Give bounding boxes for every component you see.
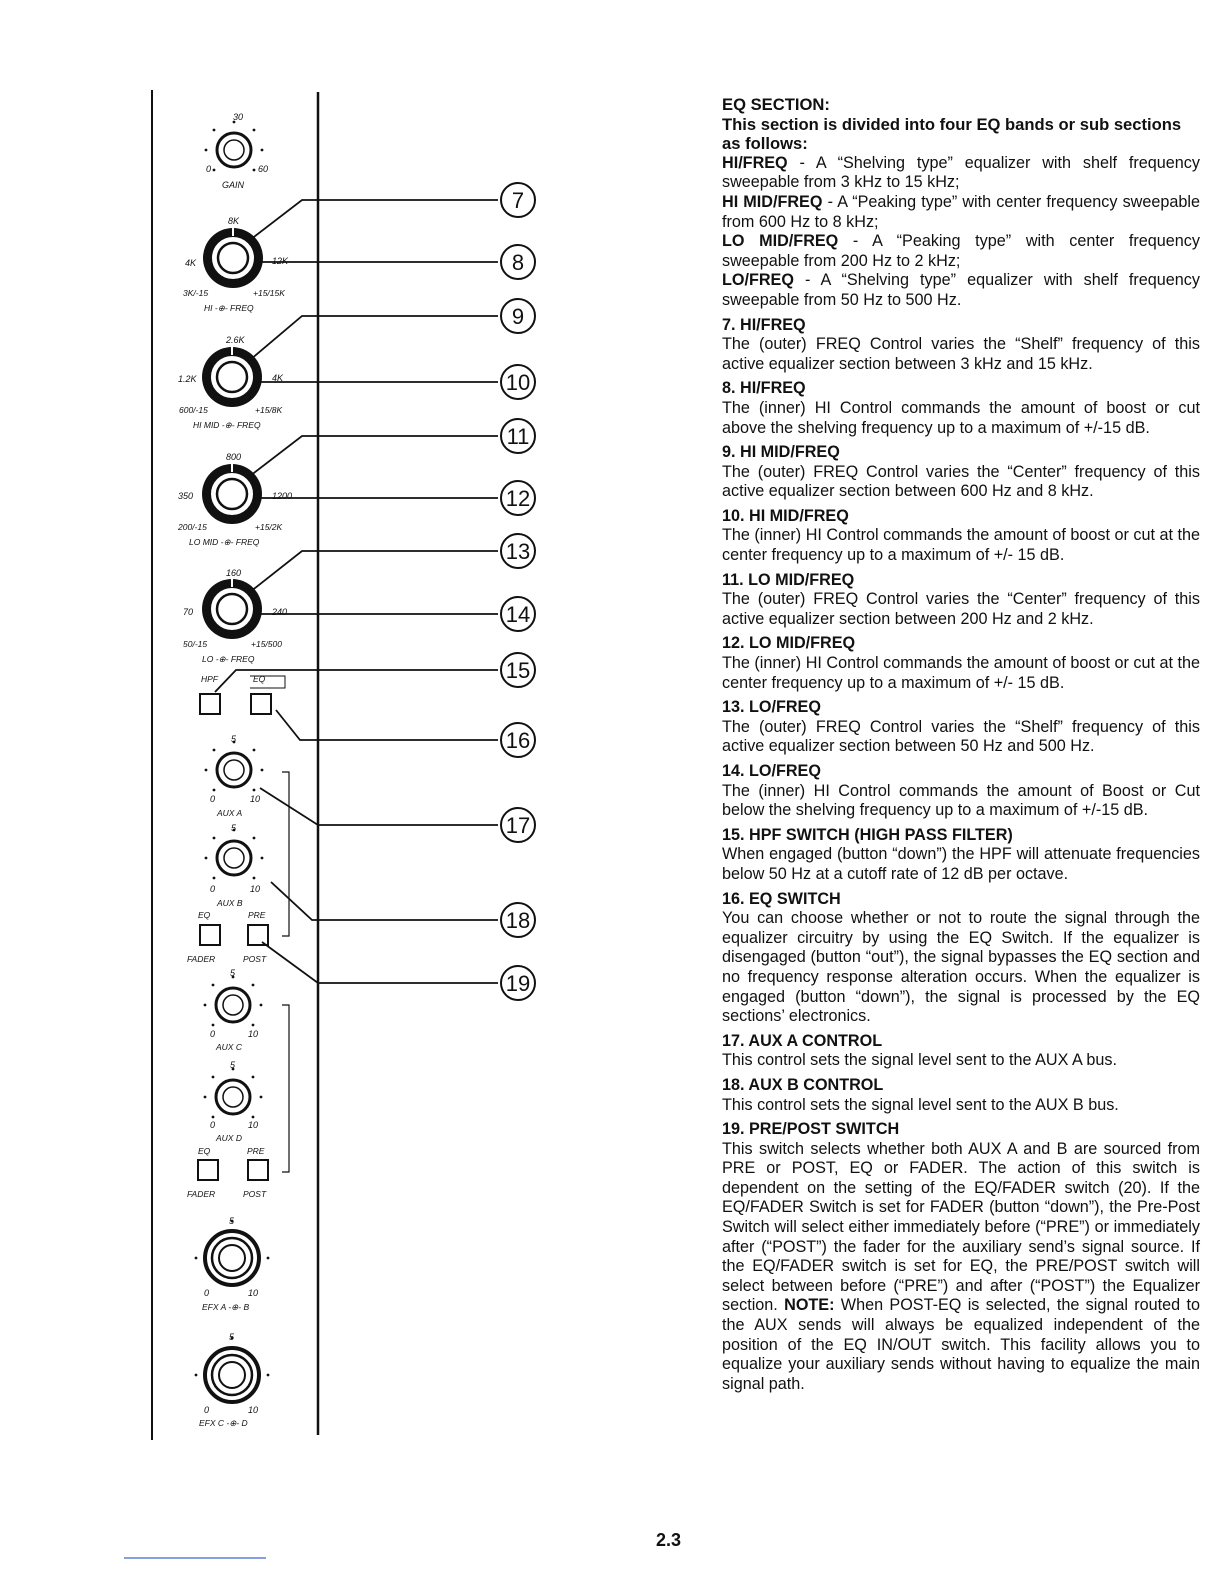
entry-15 [722,826,1200,885]
entry-heading: 9. HI MID/FREQ [722,443,840,462]
himid-top-label: 2.6K [226,335,245,345]
himid-left-label: 1.2K [178,374,197,384]
band-name: LO/FREQ [722,271,794,290]
lo-top-label: 160 [226,568,242,578]
entry-17 [722,1032,1200,1071]
hpf-label: HPF [201,674,218,684]
lo-bl-label: 50/-15 [183,639,208,649]
entry-heading: 15. HPF SWITCH (HIGH PASS FILTER) [722,825,1013,844]
entry-body: The (outer) FREQ Control varies the “Center” frequency of this active equalizer section between 200 Hz and 2 kHz. [722,590,1200,628]
efxcd-bl-label: 0 [204,1405,210,1415]
hi-right-label: 12K [272,256,289,266]
entry-body: This control sets the signal level sent to the AUX A bus. [722,1051,1118,1070]
hi-freq-label: HI -⊕- FREQ [204,303,254,313]
auxd-bl-label: 0 [210,1120,216,1130]
sw1-pre-label: PRE [248,910,266,920]
aux-ab-bracket [282,772,289,936]
band-text: - A “Peaking type” with center frequency sweepable from 600 Hz to 8 kHz; [722,192,1200,231]
svg-text:9: 9 [511,304,525,329]
aux-a-knob[interactable] [205,741,264,792]
auxb-top-label: 5 [231,823,237,833]
auxc-br-label: 10 [248,1029,259,1039]
efxcd-label: EFX C -⊕- D [199,1418,248,1428]
entry-body: You can choose whether or not to route the signal through the equalizer circuitry by using the EQ Switch. If the equalizer is disengaged (button “out”), the signal bypasses the EQ section and no frequency response alteration occurs. When the equalizer is engaged (button “down”), the signal is processed by the EQ sections’ electronics. [722,909,1200,1026]
auxa-label: AUX A [217,808,243,818]
sw2-post-label: POST [243,1189,267,1199]
callout-14 [501,597,535,631]
eq-fader-switch-1[interactable] [200,925,220,945]
himid-br-label: +15/8K [255,405,283,415]
svg-text:16: 16 [505,728,531,753]
efxab-label: EFX A -⊕- B [202,1302,250,1312]
hpf-switch[interactable] [200,694,220,714]
efxcd-top-label: 5 [229,1332,235,1342]
callout-7 [501,183,535,217]
auxa-top-label: 5 [231,734,237,744]
band-name: HI/FREQ [722,153,788,172]
entry-11 [722,571,1200,630]
entry-19 [722,1120,1200,1394]
svg-text:17: 17 [505,813,531,838]
entry-body: The (outer) FREQ Control varies the “Shelf” frequency of this active equalizer section between 50 Hz and 500 Hz. [722,717,1200,756]
entry19-body-before: This switch selects whether both AUX A and B are sourced from PRE or POST, EQ or FADER. The action of this switch is dependent on the setting of the EQ/FADER switch (20). If the EQ/FADER Switch is set for FADER (button “down”), the Pre-Post Switch will select either immediately before (“PRE”) or immediately after (“POST”) the fader for the auxiliary send’s signal source. If the EQ/FADER switch is set for EQ, the PRE/POST switch will select between before (“PRE”) and after (“POST”) the Equalizer section. [722,1139,1200,1315]
callout-19 [501,966,535,1000]
callout-17 [501,808,535,842]
entry-12 [722,634,1200,693]
sw1-post-label: POST [243,954,267,964]
entry-heading: 12. LO MID/FREQ [722,634,856,653]
hi-mid-freq-knob[interactable] [202,347,262,407]
gain-top-label: 30 [233,112,244,122]
entry-9 [722,443,1200,502]
auxb-label: AUX B [217,898,243,908]
auxa-bl-label: 0 [210,794,216,804]
band-hi-freq [722,154,1200,193]
entry-heading: 17. AUX A CONTROL [722,1031,883,1050]
entry-heading: 11. LO MID/FREQ [722,570,855,589]
gain-left-label: 0 [206,164,212,174]
himid-right-label: 4K [272,373,284,383]
callout-leaders [215,200,498,983]
aux-cd-bracket [282,1005,289,1172]
band-lo-freq [722,271,1200,310]
lomid-freq-label: LO MID -⊕- FREQ [189,537,260,547]
callout-10 [501,365,535,399]
lo-br-label: +15/500 [251,639,282,649]
band-lo-mid-freq [722,232,1200,271]
sw2-eq-label: EQ [198,1146,211,1156]
gain-knob[interactable] [205,121,264,172]
lomid-br-label: +15/2K [255,522,283,532]
entry-heading: 7. HI/FREQ [722,315,806,334]
entry-16 [722,890,1200,1027]
sw1-eq-label: EQ [198,910,211,920]
gain-label: GAIN [222,180,245,190]
svg-text:18: 18 [505,908,531,933]
efxab-top-label: 5 [229,1216,235,1226]
callout-15 [501,653,535,687]
efxab-bl-label: 0 [204,1288,210,1298]
lomid-top-label: 800 [226,452,242,462]
efx-ab-knob[interactable] [195,1220,270,1285]
svg-text:11: 11 [506,424,530,449]
svg-text:7: 7 [511,188,525,213]
svg-text:15: 15 [505,658,531,683]
svg-text:12: 12 [505,486,531,511]
svg-text:19: 19 [505,971,531,996]
entry-body: The (outer) FREQ Control varies the “Center” frequency of this active equalizer section between 600 Hz and 8 kHz. [722,462,1200,501]
auxd-br-label: 10 [248,1120,259,1130]
entry-13 [722,698,1200,757]
himid-bl-label: 600/-15 [179,405,208,415]
eq-section-title: EQ SECTION: [722,95,830,114]
entry-heading: 13. LO/FREQ [722,698,821,717]
callout-13 [501,534,535,568]
hi-br-label: +15/15K [253,288,285,298]
svg-text:8: 8 [511,250,525,275]
aux-c-knob[interactable] [204,976,263,1027]
entry-body: The (inner) HI Control commands the amount of boost or cut at the center frequency up to a maximum of +/- 15 dB. [722,654,1200,692]
aux-d-knob[interactable] [204,1068,263,1119]
band-text: - A “Shelving type” equalizer with shelf frequency sweepable from 50 Hz to 500 Hz. [722,271,1200,309]
entry-heading: 16. EQ SWITCH [722,889,841,908]
entry-body: When engaged (button “down”) the HPF will attenuate frequencies below 50 Hz at a cutoff rate of 12 dB per octave. [722,845,1200,883]
auxc-bl-label: 0 [210,1029,216,1039]
callout-9 [501,299,535,333]
pre-post-switch-2[interactable] [248,1160,268,1180]
eq-section-subtitle: This section is divided into four EQ bands or sub sections as follows: [722,114,1182,154]
hi-left-label: 4K [185,258,197,268]
callout-8 [501,245,535,279]
auxa-br-label: 10 [250,794,261,804]
entry-8 [722,379,1200,438]
hi-top-label: 8K [228,216,240,226]
entry-18 [722,1076,1200,1115]
entry-heading: 19. PRE/POST SWITCH [722,1120,900,1139]
auxb-br-label: 10 [250,884,261,894]
sw2-pre-label: PRE [247,1146,265,1156]
entry-body: The (outer) FREQ Control varies the “Shelf” frequency of this active equalizer section between 3 kHz and 15 kHz. [722,335,1200,373]
sw2-fader-label: FADER [187,1189,216,1199]
callout-12 [501,481,535,515]
auxc-top-label: 5 [230,968,236,978]
entry-body: The (inner) HI Control commands the amount of boost or cut above the shelving frequency up to a maximum of +/-15 dB. [722,398,1200,437]
callout-16 [501,723,535,757]
lo-freq-knob[interactable] [202,579,262,639]
eq-switch[interactable] [251,694,271,714]
description-column [722,95,1200,1394]
gain-right-label: 60 [258,164,269,174]
entry-body: This control sets the signal level sent to the AUX B bus. [722,1095,1119,1114]
lomid-right-label: 1200 [272,491,293,501]
callout-11 [501,419,535,453]
band-text: - A “Peaking type” with center frequency sweepable from 200 Hz to 2 kHz; [722,232,1200,270]
eq-fader-switch-2[interactable] [198,1160,218,1180]
auxd-label: AUX D [216,1133,242,1143]
entry-body: The (inner) HI Control commands the amount of Boost or Cut below the shelving frequency up to a maximum of +/-15 dB. [722,781,1200,820]
auxd-top-label: 5 [230,1060,236,1070]
entry-heading: 10. HI MID/FREQ [722,506,849,525]
entry-body [722,1140,1200,1395]
eq-label: EQ [253,674,266,684]
svg-text:10: 10 [505,370,531,395]
lo-left-label: 70 [183,607,194,617]
entry-14 [722,762,1200,821]
entry-7 [722,316,1200,375]
lo-freq-label: LO -⊕- FREQ [202,654,255,664]
efxcd-br-label: 10 [248,1405,259,1415]
band-hi-mid-freq [722,193,1200,232]
hi-bl-label: 3K/-15 [183,288,209,298]
band-name: LO MID/FREQ [722,232,839,251]
page-number: 2.3 [656,1530,682,1550]
callout-18 [501,903,535,937]
lomid-bl-label: 200/-15 [178,522,207,532]
efxab-br-label: 10 [248,1288,259,1298]
entry19-body-after: When POST-EQ is selected, the signal routed to the AUX sends will always be equalized independent of the position of the EQ IN/OUT switch. This facility allows you to equalize your auxiliary sends without having to equalize the main signal path. [722,1296,1200,1393]
band-text: - A “Shelving type” equalizer with shelf frequency sweepable from 3 kHz to 15 kHz; [722,153,1200,192]
efx-cd-knob[interactable] [195,1337,270,1402]
lo-right-label: 240 [272,607,288,617]
pre-post-switch-1[interactable] [248,925,268,945]
himid-freq-label: HI MID -⊕- FREQ [193,420,261,430]
entry-body: The (inner) HI Control commands the amount of boost or cut at the center frequency up to a maximum of +/- 15 dB. [722,526,1200,565]
entry-10 [722,507,1200,566]
sw1-fader-label: FADER [187,954,216,964]
svg-text:13: 13 [505,539,531,564]
aux-b-knob[interactable] [205,829,264,880]
auxb-bl-label: 0 [210,884,216,894]
auxc-label: AUX C [216,1042,242,1052]
entry-heading: 18. AUX B CONTROL [722,1075,884,1094]
entry-heading: 14. LO/FREQ [722,762,821,780]
note-label: NOTE: [784,1296,835,1315]
entry-heading: 8. HI/FREQ [722,379,806,398]
svg-text:14: 14 [505,602,531,627]
band-name: HI MID/FREQ [722,192,823,211]
lomid-left-label: 350 [178,491,194,501]
